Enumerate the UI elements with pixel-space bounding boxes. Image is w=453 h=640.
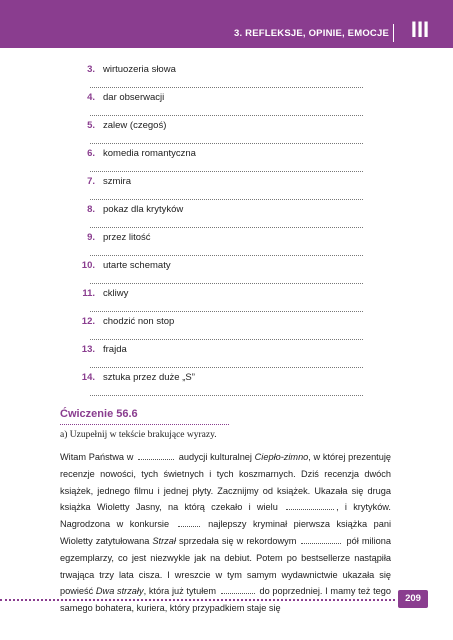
page-number: 209 [398, 590, 428, 608]
list-item [0, 60, 453, 88]
item-number: 12. [81, 316, 95, 327]
exercise-title: Ćwiczenie 56.6 [60, 408, 138, 420]
item-number: 5. [87, 120, 95, 131]
exercise-text [60, 449, 391, 617]
title-fragment: Dwa strzały [95, 586, 144, 597]
item-phrase: przez litość [103, 232, 151, 243]
item-phrase: wirtuozeria słowa [103, 64, 176, 75]
list-item [0, 200, 453, 228]
item-phrase: chodzić non stop [103, 316, 175, 327]
item-number: 8. [87, 204, 95, 215]
item-phrase: sztuka przez duże „S” [103, 372, 195, 383]
gap-blank[interactable] [286, 501, 334, 510]
exercise-divider [60, 424, 229, 425]
exercise-instruction: a) Uzupełnij w tekście brakujące wyrazy. [60, 430, 217, 440]
list-item [0, 144, 453, 172]
section-title: 3. REFLEKSJE, OPINIE, EMOCJE [234, 28, 389, 39]
list-item [0, 284, 453, 312]
item-number: 6. [87, 148, 95, 159]
header-bar [0, 0, 453, 48]
item-number: 7. [87, 176, 95, 187]
text-fragment: , która już tytułem [143, 586, 217, 597]
text-fragment: , i krytyków. Nagrodzona w konkursie [60, 502, 391, 530]
list-item [0, 228, 453, 256]
text-fragment: pół miliona egzemplarzy, co jest niezwykle jak na debiut. Potem po bestsellerze nastąpiła trwająca trzy lata cisza. I wreszcie w tym samym wydawnictwie ukazała się powieść [60, 535, 391, 597]
title-fragment: Ciepło-zimno [254, 452, 309, 462]
item-number: 9. [87, 232, 95, 243]
header-divider [393, 24, 394, 42]
item-phrase: frajda [103, 344, 127, 355]
text-fragment: sprzedała się w rekordowym [178, 535, 297, 546]
text-fragment: najlepszy kryminał pierwsza książka pani Wioletty zatytułowana [60, 519, 391, 546]
item-number: 14. [81, 372, 95, 383]
item-phrase: zalew (czegoś) [103, 120, 167, 131]
item-phrase: pokaz dla krytyków [103, 204, 184, 215]
gap-blank[interactable] [301, 535, 341, 544]
list-item [0, 368, 453, 396]
item-number: 11. [82, 288, 95, 299]
item-number: 4. [87, 92, 95, 103]
item-phrase: szmira [103, 176, 131, 187]
list-item [0, 340, 453, 368]
text-fragment: do poprzedniej. I mamy też tego samego bohatera, kuriera, który przypadkiem staje się [60, 586, 391, 614]
gap-blank[interactable] [138, 451, 174, 460]
list-item [0, 116, 453, 144]
list-item [0, 88, 453, 116]
list-item [0, 312, 453, 340]
item-phrase: komedia romantyczna [103, 148, 196, 159]
item-phrase: dar obserwacji [103, 92, 165, 103]
item-phrase: ckliwy [103, 288, 129, 299]
answer-line[interactable] [90, 395, 363, 396]
gap-blank[interactable] [221, 585, 255, 594]
item-phrase: utarte schematy [103, 260, 171, 271]
text-fragment: , w której prezentuję recenzje nowości, tych świetnych i tych koszmarnych. Dziś recenzja dwóch książek, jednego filmu i jednej płyty. Zacznijmy od książek. Ukazała się druga książka Wioletty Jasny, na którą czekało i wielu [60, 452, 391, 513]
list-item [0, 256, 453, 284]
item-number: 13. [81, 344, 95, 355]
text-fragment: audycji kulturalnej [178, 452, 252, 462]
list-item [0, 172, 453, 200]
footer-divider [0, 599, 395, 601]
item-number: 10. [81, 260, 95, 271]
gap-blank[interactable] [178, 518, 200, 527]
item-number: 3. [87, 64, 95, 75]
title-fragment: Strzał [152, 535, 176, 546]
chapter-number: III [410, 17, 430, 42]
text-fragment: Witam Państwa w [60, 452, 134, 462]
